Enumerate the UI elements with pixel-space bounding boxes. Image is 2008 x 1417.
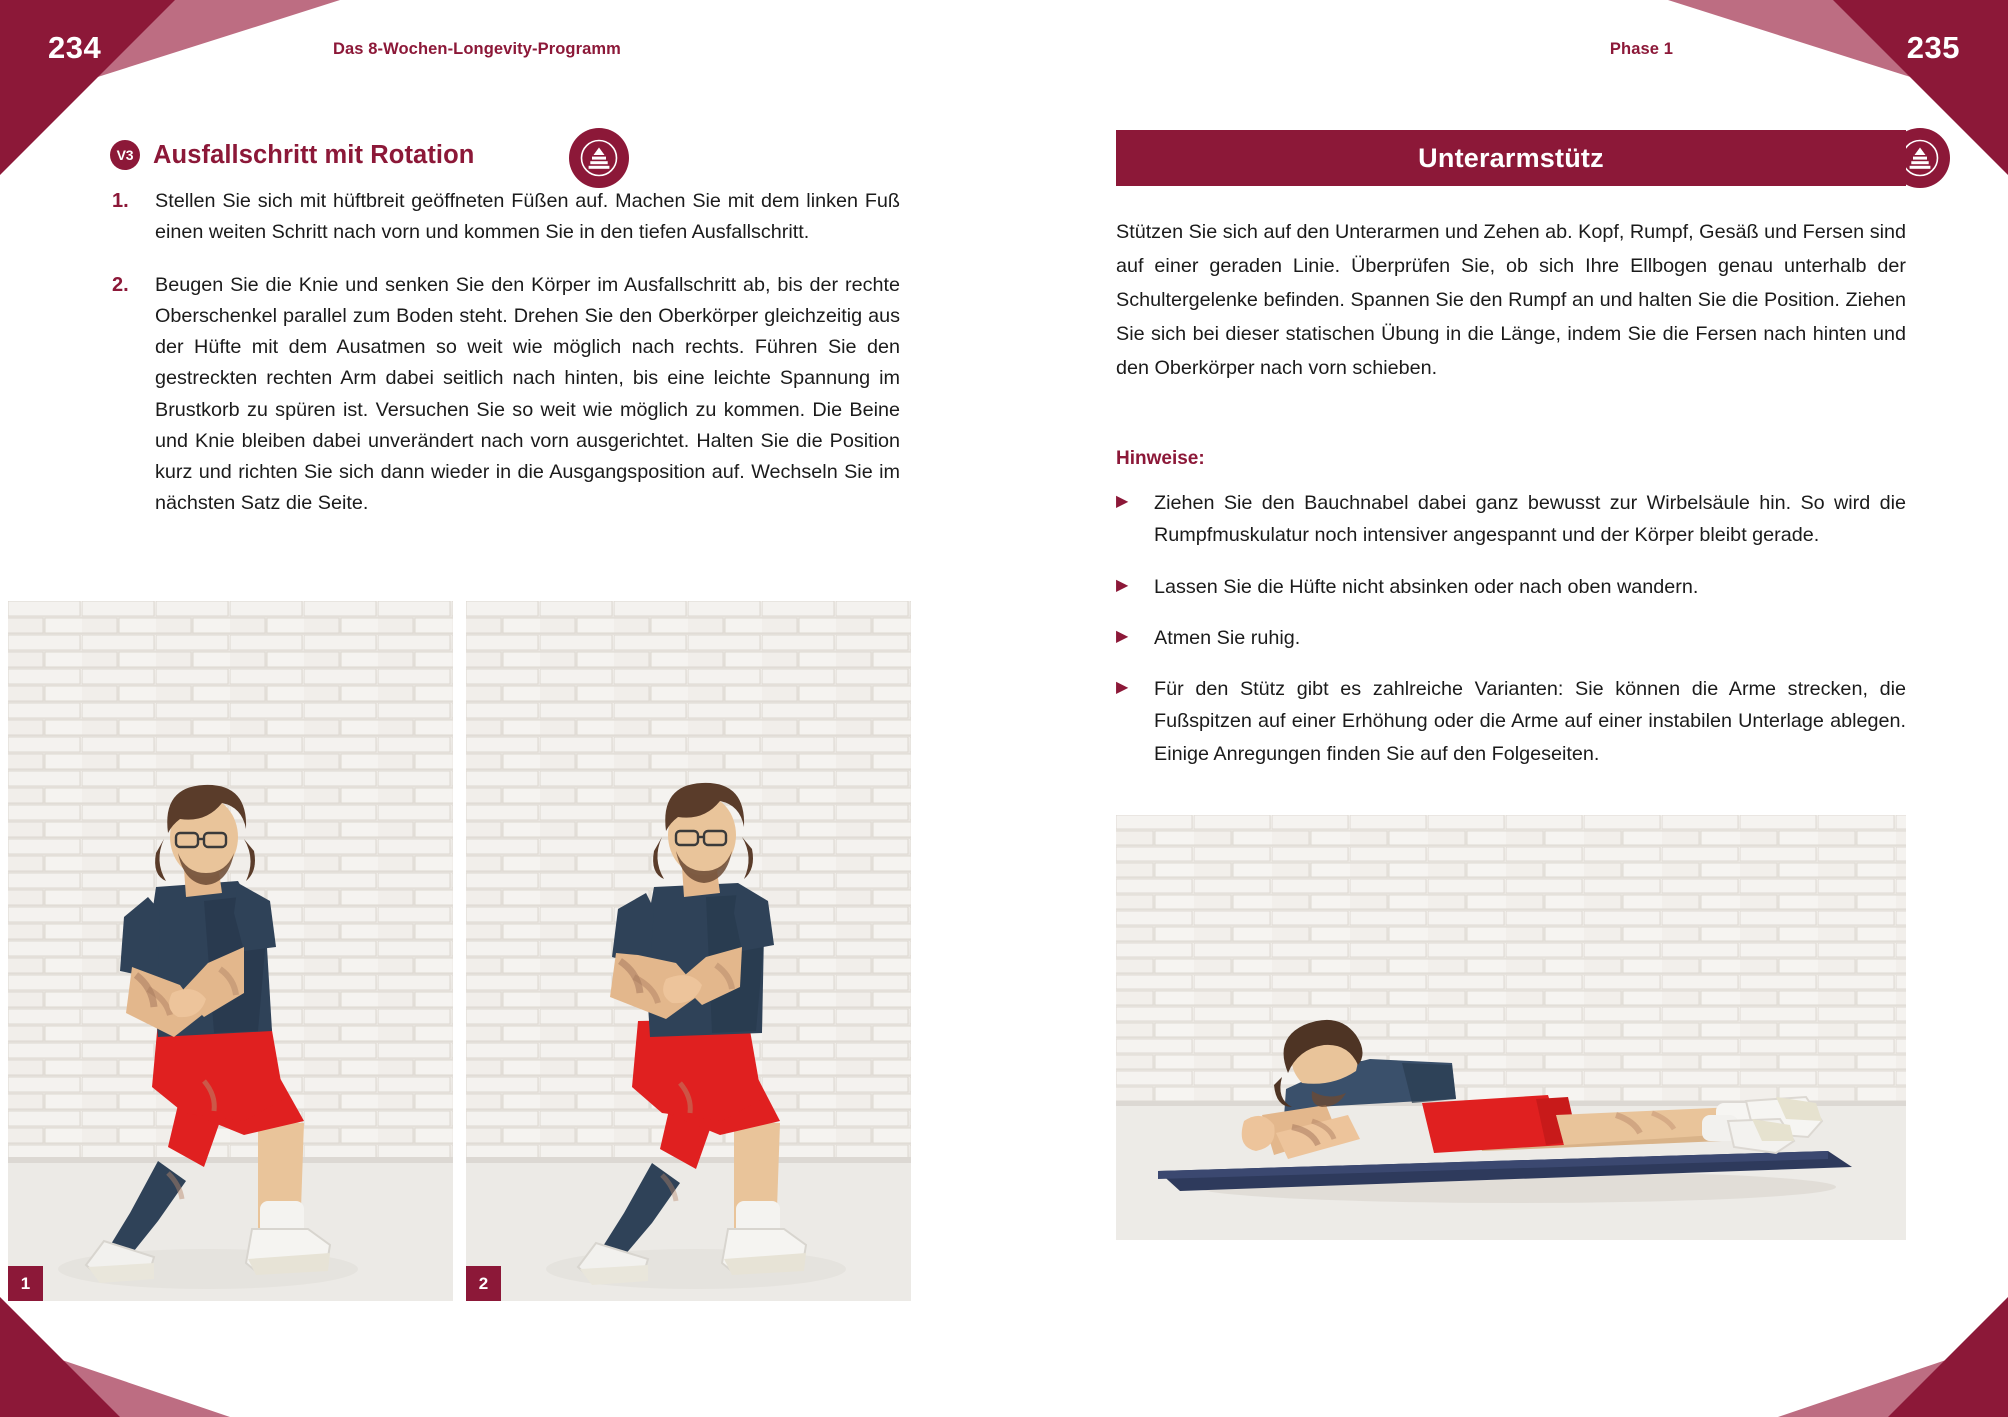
page-number-left: 234 xyxy=(48,30,102,65)
step-number: 2. xyxy=(112,273,129,296)
photo-number-tag: 2 xyxy=(466,1266,501,1301)
exercise-title: Unterarmstütz xyxy=(1418,142,1604,173)
photo-row xyxy=(8,601,911,1301)
exercise-photo-2 xyxy=(466,601,911,1301)
note-text: Für den Stütz gibt es zahlreiche Varianten: Sie können die Arme strecken, die Fußspitzen auf einer Erhöhung oder die Arme auf einer instabilen Unterlage ablegen. Einige Anregungen finden Sie auf den Folgeseiten. xyxy=(1154,678,1906,765)
list-item xyxy=(110,270,900,520)
right-page-content xyxy=(1004,0,2008,1417)
exercise-heading xyxy=(110,140,474,170)
list-item xyxy=(110,186,900,249)
photo-number-tag: 1 xyxy=(8,1266,43,1301)
list-item xyxy=(1116,571,1906,603)
triangle-bullet-icon: ▶ xyxy=(1116,493,1129,510)
page-number-right: 235 xyxy=(1906,30,1960,65)
triangle-bullet-icon: ▶ xyxy=(1116,679,1129,697)
step-number: 1. xyxy=(112,190,129,212)
list-item xyxy=(1116,487,1906,552)
intro-paragraph: Stützen Sie sich auf den Unterarmen und Zehen ab. Kopf, Rumpf, Gesäß und Fersen sind auf einer geraden Linie. Überprüfen Sie, ob sich Ihre Ellbogen genau unterhalb der Schultergelenke befinden. Spannen Sie den Rumpf an und halten Sie die Position. Ziehen Sie sich bei dieser statischen Übung in die Länge, indem Sie die Fersen nach hinten und den Oberkörper nach vorn schieben. xyxy=(1116,221,1906,380)
exercise-photo-1 xyxy=(8,601,453,1301)
step-text: Beugen Sie die Knie und senken Sie den Körper im Ausfallschritt ab, bis der rechte Oberschenkel parallel zum Boden steht. Drehen Sie den Oberkörper gleichzeitig aus der Hüfte mit dem Ausatmen so weit wie möglich nach rechts. Führen Sie den gestreckten rechten Arm dabei seitlich nach hinten, bis eine leichte Spannung im Brustkorb zu spüren ist. Versuchen Sie so weit wie möglich zu kommen. Die Beine und Knie bleiben dabei unverändert nach vorn ausgerichtet. Halten Sie die Position kurz und richten Sie sich dann wieder in die Ausgangsposition auf. Wechseln Sie im nächsten Satz die Seite. xyxy=(155,273,900,515)
exercise-photo-plank xyxy=(1116,815,1906,1240)
notes-label: Hinweise: xyxy=(1116,448,1205,469)
exercise-title: Ausfallschritt mit Rotation xyxy=(153,140,475,169)
triangle-bullet-icon: ▶ xyxy=(1116,627,1129,645)
list-item xyxy=(1116,673,1906,770)
step-text: Stellen Sie sich mit hüftbreit geöffneten Füßen auf. Machen Sie mit dem linken Fuß einen weiten Schritt nach vorn und kommen Sie in den tiefen Ausfallschritt. xyxy=(155,190,900,244)
note-text: Ziehen Sie den Bauchnabel dabei ganz bewusst zur Wirbelsäule hin. So wird die Rumpfmuskulatur noch intensiver angespannt und der Körper bleibt gerade. xyxy=(1154,492,1906,547)
note-text: Atmen Sie ruhig. xyxy=(1154,626,1301,649)
notes-list xyxy=(1116,487,1906,789)
variant-chip: V3 xyxy=(110,140,140,170)
right-page xyxy=(1004,0,2008,1417)
exercise-title-banner xyxy=(1116,130,1906,186)
note-text: Lassen Sie die Hüfte nicht absinken oder nach oben wandern. xyxy=(1154,575,1699,598)
running-head-left: Das 8-Wochen-Longevity-Programm xyxy=(333,40,621,58)
instruction-steps xyxy=(110,186,900,541)
triangle-bullet-icon: ▶ xyxy=(1116,576,1129,594)
list-item xyxy=(1116,622,1906,654)
running-head-right: Phase 1 xyxy=(1609,40,1673,58)
